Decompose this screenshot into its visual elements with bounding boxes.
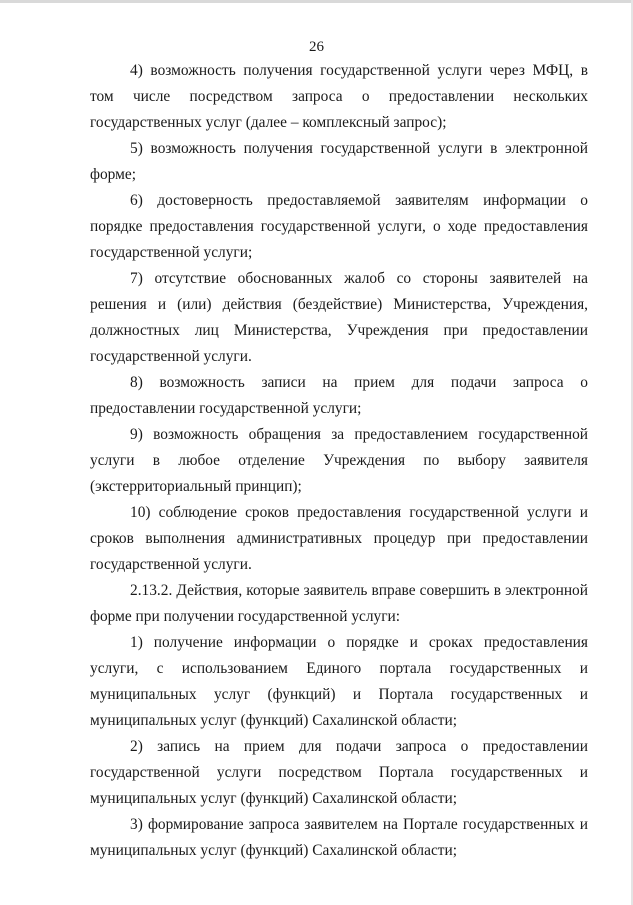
paragraph-subitem-2: 2) запись на прием для подачи запроса о предоставлении государственной услуги посредством Портала государственных и муниципальных услуг (функций) Сахалинской области;	[90, 738, 588, 807]
paragraph-item-6: 6) достоверность предоставляемой заявителям информации о порядке предоставления государственной услуги, о ходе предоставления государственной услуги;	[90, 192, 588, 261]
paragraph-item-7: 7) отсутствие обоснованных жалоб со стороны заявителей на решения и (или) действия (бездействие) Министерства, Учреждения, должностных лиц Министерства, Учреждения при предоставлении государственной услуги.	[90, 270, 588, 365]
paragraph-subitem-1: 1) получение информации о порядке и сроках предоставления услуги, с использованием Единого портала государственных и муниципальных услуг (функций) и Портала государственных и муниципальных услуг (функций) Сахалинской области;	[90, 634, 588, 729]
scan-edge-top	[0, 0, 633, 3]
page-number: 26	[309, 39, 324, 55]
paragraph-subitem-3: 3) формирование запроса заявителем на Портале государственных и муниципальных услуг (функций) Сахалинской области;	[90, 816, 588, 859]
paragraph-item-5: 5) возможность получения государственной услуги в электронной форме;	[90, 140, 588, 183]
paragraph-item-10: 10) соблюдение сроков предоставления государственной услуги и сроков выполнения административных процедур при предоставлении государственной услуги.	[90, 504, 588, 573]
document-body	[90, 58, 588, 864]
paragraph-item-4: 4) возможность получения государственной услуги через МФЦ, в том числе посредством запроса о предоставлении нескольких государственных услуг (далее – комплексный запрос);	[90, 62, 588, 131]
paragraph-item-8: 8) возможность записи на прием для подачи запроса о предоставлении государственной услуги;	[90, 374, 588, 417]
paragraph-item-9: 9) возможность обращения за предоставлением государственной услуги в любое отделение Учреждения по выбору заявителя (экстерриториальный принцип);	[90, 426, 588, 495]
paragraph-section-2-13-2: 2.13.2. Действия, которые заявитель вправе совершить в электронной форме при получении государственной услуги:	[90, 582, 588, 625]
